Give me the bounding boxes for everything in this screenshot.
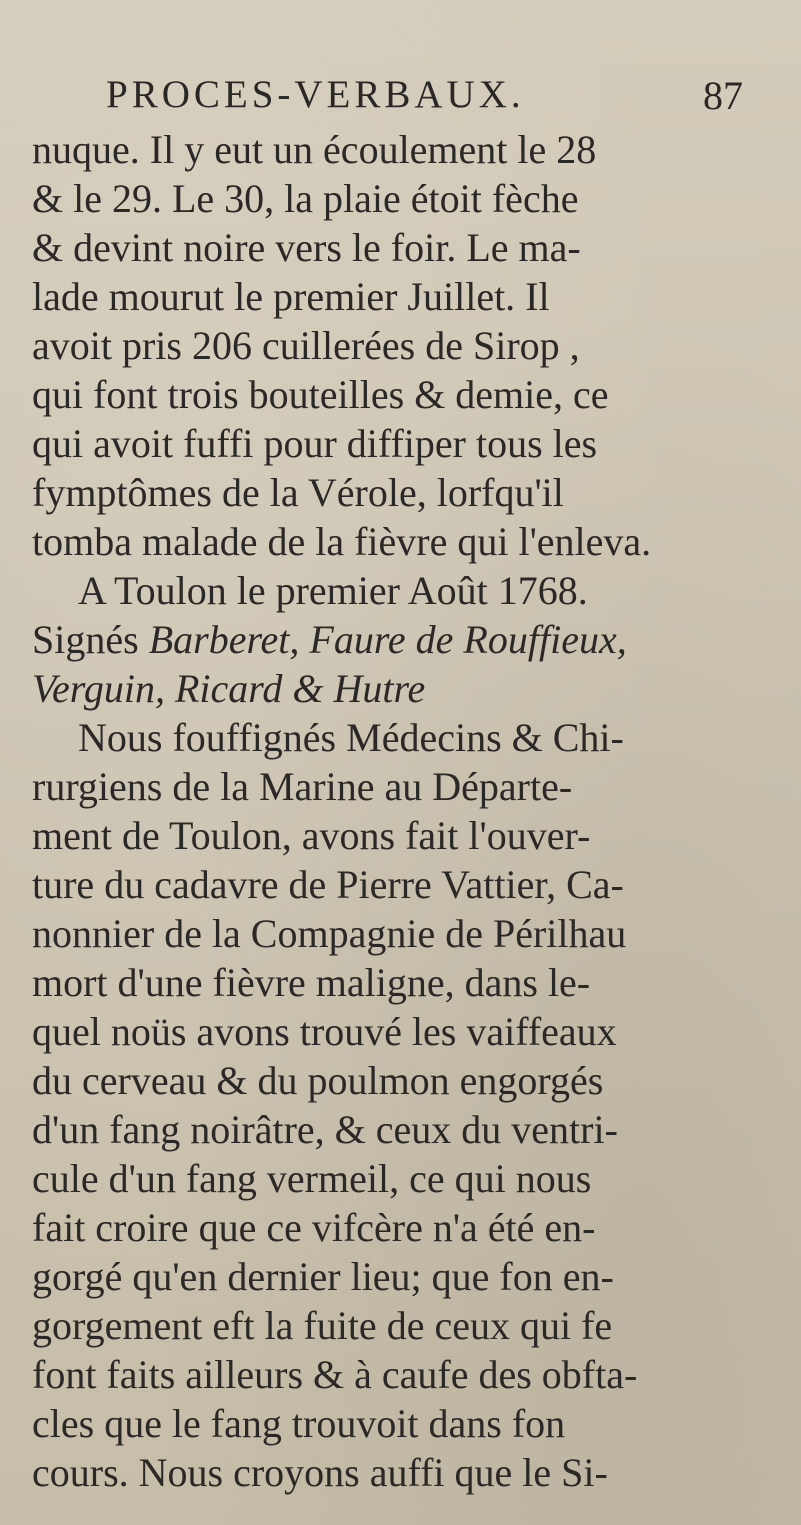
paragraph-start: Nous fouffignés Médecins & Chi- bbox=[78, 715, 624, 760]
signed-word: Signés bbox=[32, 617, 149, 662]
text-line: rurgiens de la Marine au Départe- bbox=[32, 764, 573, 809]
text-line: fait croire que ce vifcère n'a été en- bbox=[32, 1205, 596, 1250]
text-line: quel noüs avons trouvé les vaiffeaux bbox=[32, 1009, 617, 1054]
text-line: fymptômes de la Vérole, lorfqu'il bbox=[32, 470, 564, 515]
text-line: mort d'une fièvre maligne, dans le- bbox=[32, 960, 591, 1005]
signatures-line bbox=[32, 615, 777, 664]
text-line: font faits ailleurs & à caufe des obfta- bbox=[32, 1352, 638, 1397]
text-line: d'un fang noirâtre, & ceux du ventri- bbox=[32, 1107, 618, 1152]
signatures-text bbox=[32, 617, 627, 662]
text-line: ment de Toulon, avons fait l'ouver- bbox=[32, 813, 591, 858]
running-head bbox=[92, 72, 761, 132]
text-line: qui font trois bouteilles & demie, ce bbox=[32, 372, 609, 417]
page-number: 87 bbox=[703, 73, 743, 118]
text-line: & le 29. Le 30, la plaie étoit fèche bbox=[32, 176, 579, 221]
text-line: & devint noire vers le foir. Le ma- bbox=[32, 225, 581, 270]
text-line: avoit pris 206 cuillerées de Sirop , bbox=[32, 323, 580, 368]
text-line: tomba malade de la fièvre qui l'enleva. bbox=[32, 519, 652, 564]
signatures-line-2: Verguin, Ricard & Hutre bbox=[32, 666, 426, 711]
text-line: cule d'un fang vermeil, ce qui nous bbox=[32, 1156, 592, 1201]
text-line: du cerveau & du poulmon engorgés bbox=[32, 1058, 604, 1103]
signatory-names: Barberet, Faure de Rouffieux, bbox=[148, 617, 627, 662]
text-line: cles que le fang trouvoit dans fon bbox=[32, 1401, 566, 1446]
date-line: A Toulon le premier Août 1768. bbox=[78, 568, 588, 613]
text-line: qui avoit fuffi pour diffiper tous les bbox=[32, 421, 598, 466]
text-line: cours. Nous croyons auffi que le Si- bbox=[32, 1450, 608, 1495]
running-title: PROCES-VERBAUX. bbox=[106, 73, 525, 116]
text-line: nuque. Il y eut un écoulement le 28 bbox=[32, 127, 597, 172]
text-line: lade mourut le premier Juillet. Il bbox=[32, 274, 550, 319]
text-line: gorgement eft la fuite de ceux qui fe bbox=[32, 1303, 613, 1348]
text-body bbox=[32, 125, 777, 1497]
text-line: nonnier de la Compagnie de Périlhau bbox=[32, 911, 627, 956]
text-line: ture du cadavre de Pierre Vattier, Ca- bbox=[32, 862, 624, 907]
text-line: gorgé qu'en dernier lieu; que fon en- bbox=[32, 1254, 614, 1299]
